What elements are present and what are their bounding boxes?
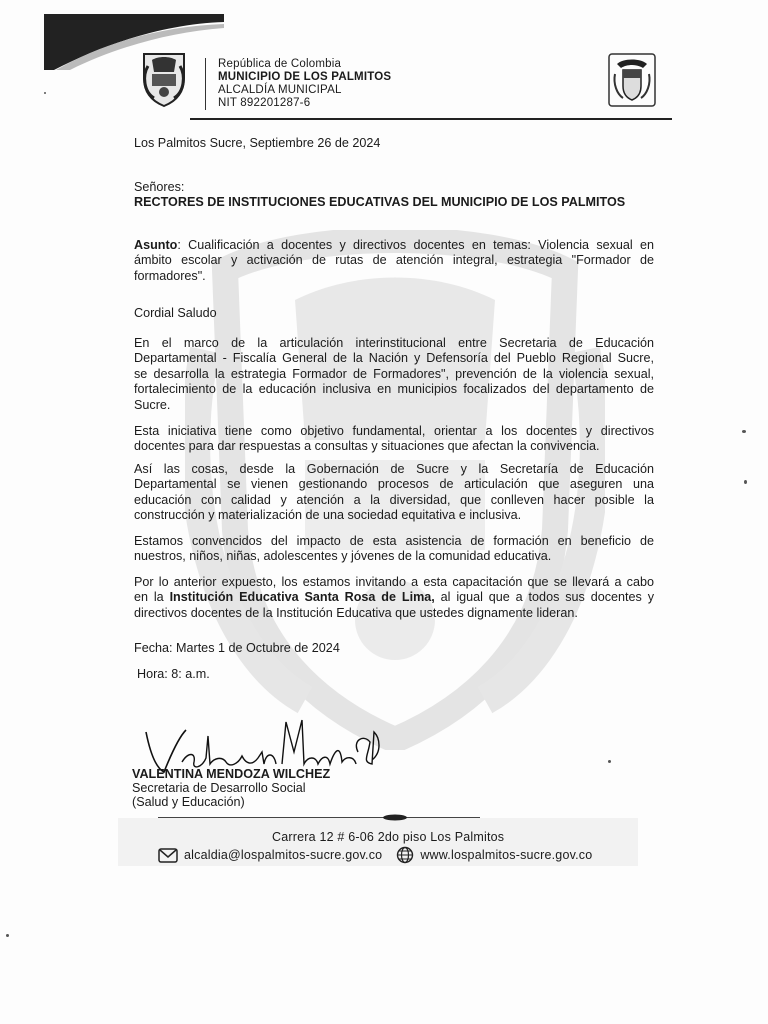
header-divider [205,58,206,110]
scan-speck [744,480,747,484]
paragraph-4 [134,534,654,565]
paragraph-5 [134,575,654,621]
paragraph-1 [134,336,654,413]
institution-name: Institución Educativa Santa Rosa de Lima, [169,590,435,605]
signer-name: VALENTINA MENDOZA WILCHEZ [132,767,331,781]
p4-line: Estamos convencidos del impacto de esta asistencia de formación en beneficio de [134,534,654,548]
p2-line: docentes para dar respuestas a consultas y situaciones que afectan la convivencia. [134,439,600,454]
p5-text: al igual que a todos sus docentes y [434,590,654,605]
p2-line: Esta iniciativa tiene como objetivo fundamental, orientar a los docentes y directivos [134,424,654,438]
subject-line-3: formadores". [134,268,206,283]
footer-ornament [382,814,408,821]
subject-label: Asunto [134,238,178,252]
colombia-coat-of-arms-icon [607,52,657,108]
footer-contacts [158,846,592,864]
p5-line: directivos docentes de la Institución Educativa que ustedes dignamente lideran. [134,605,578,620]
p5-line [134,590,654,605]
header-office: ALCALDÍA MUNICIPAL [218,84,342,96]
greeting: Cordial Saludo [134,306,217,320]
p1-line: Departamental - Fiscalía General de la Nación y Defensoría del Pueblo Regional Sucre, [134,351,654,366]
header-text-block [218,58,391,110]
p3-line: educación con calidad y atención a la diversidad, que conlleven hacer posible la [134,492,654,507]
p4-line: nuestros, niños, niñas, adolescentes y jóvenes de la comunidad educativa. [134,549,552,564]
footer-website[interactable]: www.lospalmitos-sucre.gov.co [420,848,593,862]
p5-line: Por lo anterior expuesto, los estamos invitando a esta capacitación que se llevará a cabo [134,575,654,589]
scan-speck [44,92,46,94]
footer-address: Carrera 12 # 6-06 2do piso Los Palmitos [272,830,505,844]
p1-line: se desarrolla la estrategia Formador de Formadores", prevención de la violencia sexual, [134,366,654,381]
p3-line: Así las cosas, desde la Gobernación de Sucre y la Secretaría de Educación [134,462,654,476]
header-nit: NIT 892201287-6 [218,97,311,109]
scan-speck [6,934,9,937]
salutation-to: Señores: [134,180,185,194]
signer-title: Secretaria de Desarrollo Social [132,781,306,795]
subject-paragraph [134,238,654,284]
place-date: Los Palmitos Sucre, Septiembre 26 de 2024 [134,136,381,150]
subject-line-1: : Cualificación a docentes y directivos docentes en temas: Violencia sexual en [177,238,654,252]
p5-text: en la [134,590,170,605]
header-country: República de Colombia [218,58,342,70]
header-rule [190,118,672,120]
p3-line: construcción y materialización de una sociedad equitativa e inclusiva. [134,508,522,523]
p1-line: fortalecimiento de la educación inclusiva en municipios focalizados del departamento de [134,382,654,397]
subject-line-2: ámbito escolar y activación de rutas de atención integral, estrategia "Formador de [134,253,654,268]
scan-speck [608,760,611,763]
p1-line: En el marco de la articulación interinstitucional entre Secretaria de Educación [134,336,654,350]
paragraph-3 [134,462,654,524]
meeting-time: Hora: 8: a.m. [137,667,210,681]
p3-line: Departamental se vienen gestionando procesos de articulación que aseguren una [134,477,654,492]
globe-icon [396,846,414,864]
footer-email[interactable]: alcaldia@lospalmitos-sucre.gov.co [184,848,383,862]
meeting-date: Fecha: Martes 1 de Octubre de 2024 [134,641,340,655]
signer-dept: (Salud y Educación) [132,795,245,809]
recipients: RECTORES DE INSTITUCIONES EDUCATIVAS DEL MUNICIPIO DE LOS PALMITOS [134,195,626,209]
paragraph-2 [134,424,654,455]
footer-rule [158,817,480,818]
envelope-icon [158,848,178,863]
header-swoosh [44,14,224,70]
p1-line: Sucre. [134,397,171,412]
scan-speck [742,430,746,433]
municipal-seal-icon [138,48,190,108]
header-municipality: MUNICIPIO DE LOS PALMITOS [218,71,392,83]
